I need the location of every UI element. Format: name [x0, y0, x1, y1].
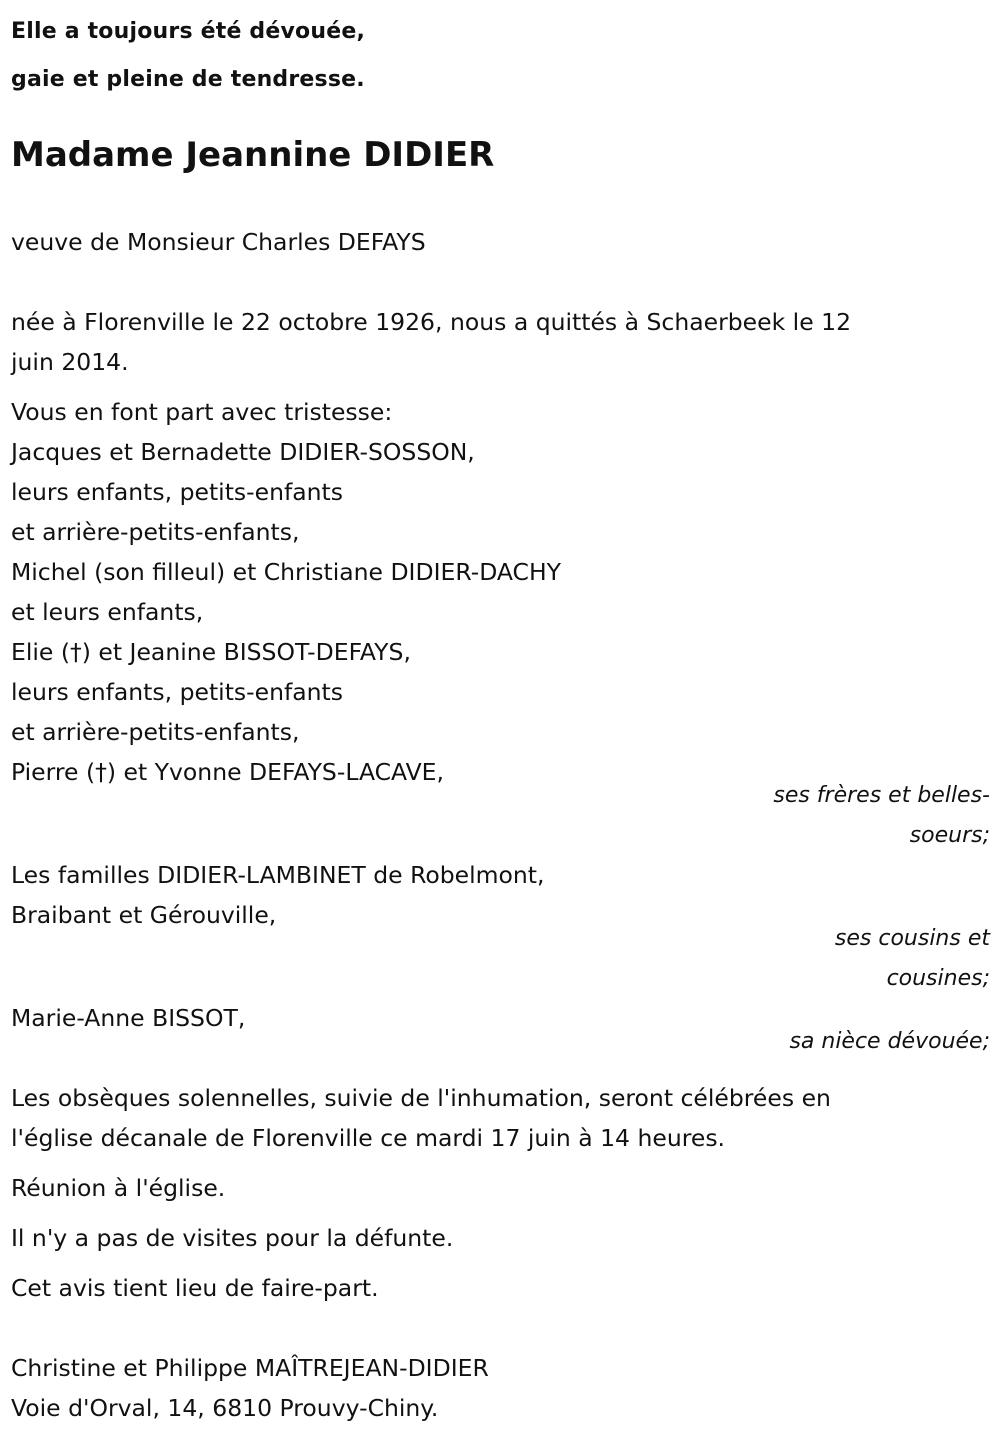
funeral-line: Les obsèques solennelles, suivie de l'inhumation, seront célébrées en — [11, 1084, 831, 1112]
spouse-line: veuve de Monsieur Charles DEFAYS — [11, 228, 426, 256]
family-line: Pierre (†) et Yvonne DEFAYS-LACAVE, — [11, 758, 444, 786]
role-line: soeurs; — [909, 823, 990, 848]
role-line: ses cousins et — [834, 926, 990, 951]
cousins-line: Les familles DIDIER-LAMBINET de Robelmont, — [11, 861, 545, 889]
meeting-note: Réunion à l'église. — [11, 1174, 226, 1202]
cousins-line: Braibant et Gérouville, — [11, 901, 277, 929]
family-line: et leurs enfants, — [11, 598, 204, 626]
contact-names: Christine et Philippe MAÎTREJEAN-DIDIER — [11, 1354, 489, 1382]
cousins-families — [11, 855, 544, 935]
family-line: et arrière-petits-enfants, — [11, 718, 300, 746]
family-intro: Vous en font part avec tristesse: — [11, 398, 393, 426]
family-line: Michel (son filleul) et Christiane DIDIER-DACHY — [11, 558, 561, 586]
role-line: cousines; — [886, 966, 990, 991]
epitaph-line: gaie et pleine de tendresse. — [11, 67, 365, 92]
dates-line: juin 2014. — [11, 348, 129, 376]
epitaph-line: Elle a toujours été dévouée, — [11, 19, 366, 44]
niece-role: sa nièce dévouée; — [789, 1029, 990, 1054]
family-list — [11, 392, 561, 792]
contact-block — [11, 1348, 489, 1428]
visits-note: Il n'y a pas de visites pour la défunte. — [11, 1224, 454, 1252]
family-line: leurs enfants, petits-enfants — [11, 478, 344, 506]
contact-address: Voie d'Orval, 14, 6810 Prouvy-Chiny. — [11, 1394, 439, 1422]
family-line: leurs enfants, petits-enfants — [11, 678, 344, 706]
family-line: Elie (†) et Jeanine BISSOT-DEFAYS, — [11, 638, 411, 666]
dates-line: née à Florenville le 22 octobre 1926, nous a quittés à Schaerbeek le 12 — [11, 308, 852, 336]
family-line: Jacques et Bernadette DIDIER-SOSSON, — [11, 438, 475, 466]
family-line: et arrière-petits-enfants, — [11, 518, 300, 546]
cousins-role — [835, 919, 990, 999]
birth-death-dates — [11, 302, 851, 382]
epitaph — [11, 8, 365, 104]
deceased-name: Madame Jeannine DIDIER — [11, 135, 495, 175]
role-line: ses frères et belles- — [773, 783, 990, 808]
niece-name: Marie-Anne BISSOT, — [11, 1004, 246, 1032]
funeral-line: l'église décanale de Florenville ce mardi 17 juin à 14 heures. — [11, 1124, 726, 1152]
siblings-role — [773, 776, 990, 856]
notice-note: Cet avis tient lieu de faire-part. — [11, 1274, 379, 1302]
funeral-details — [11, 1078, 831, 1158]
